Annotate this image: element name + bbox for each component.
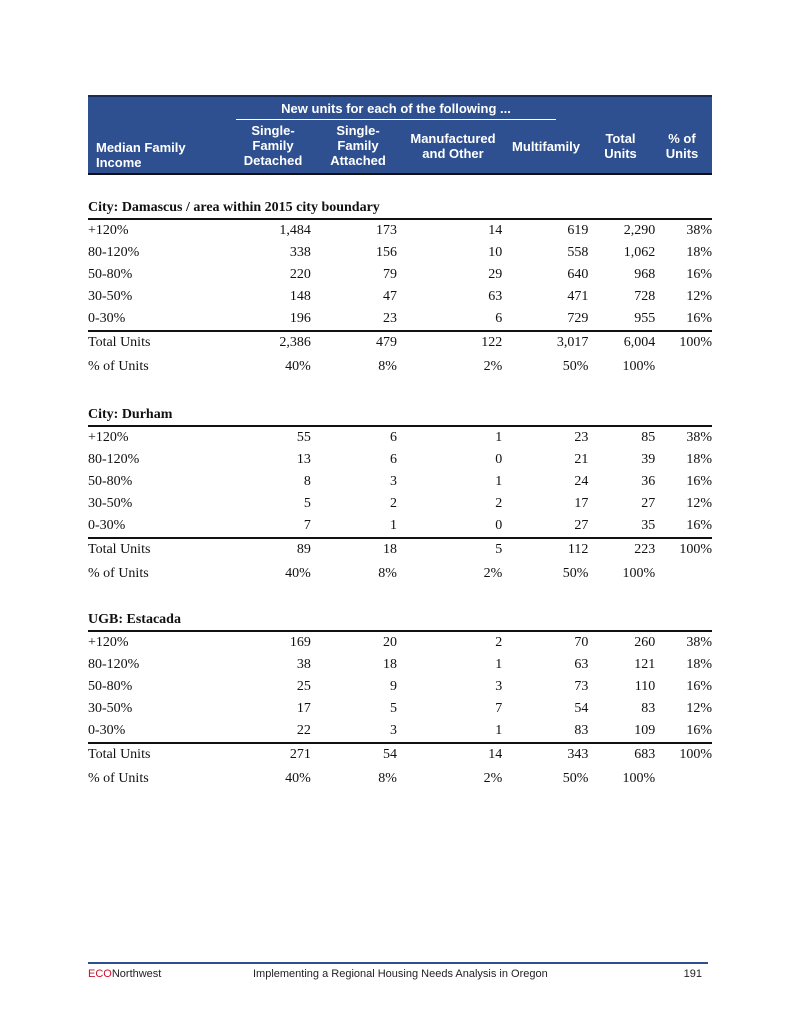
table-cell: 3 — [495, 679, 503, 694]
table-cell: 24 — [574, 474, 589, 489]
table-row — [88, 676, 712, 698]
table-cell: 0 — [495, 518, 503, 533]
table-cell: 23 — [382, 311, 397, 326]
table-cell: 100% — [655, 538, 712, 561]
table-cell: 14 — [397, 743, 502, 766]
table-cell: 6,004 — [588, 331, 655, 354]
table-cell: 2,290 — [623, 223, 656, 238]
table-row — [88, 538, 712, 561]
table-cell: 6 — [495, 311, 503, 326]
table-cell: % of Units — [88, 771, 149, 786]
col-sfd: Single-Family Detached — [243, 123, 303, 168]
table-cell: 223 — [588, 538, 655, 561]
table-row — [88, 561, 712, 587]
table-cell: 13 — [296, 452, 311, 467]
table-cell: 27 — [574, 518, 589, 533]
table-cell: 479 — [311, 331, 397, 354]
table-cell: 12% — [686, 701, 712, 716]
table-row — [88, 493, 712, 515]
table-cell: 2% — [483, 566, 503, 581]
table-cell: Total Units — [88, 331, 210, 354]
table-row — [88, 766, 712, 792]
table-cell: 729 — [567, 311, 589, 326]
table-cell: 2 — [495, 496, 503, 511]
table-cell: 1 — [495, 430, 503, 445]
section — [88, 610, 712, 792]
table-cell: 3 — [389, 474, 397, 489]
table-cell: 63 — [488, 289, 503, 304]
table-cell: 9 — [389, 679, 397, 694]
footer — [88, 962, 708, 980]
col-sfa: Single-Family Attached — [330, 123, 386, 168]
table-cell: 8% — [378, 566, 397, 581]
table-row — [88, 286, 712, 308]
table-cell: 83 — [574, 723, 589, 738]
table-row — [88, 654, 712, 676]
table-cell: 39 — [641, 452, 656, 467]
table-cell: 5 — [397, 538, 502, 561]
table-cell: 955 — [634, 311, 656, 326]
table-cell: 0 — [495, 452, 503, 467]
table-cell: 100% — [655, 331, 712, 354]
table-cell: 7 — [303, 518, 311, 533]
brand-eco: ECO — [88, 968, 112, 980]
table-cell: 148 — [289, 289, 311, 304]
table-cell: 5 — [303, 496, 311, 511]
table-cell: 1 — [495, 657, 503, 672]
table-cell: 38% — [686, 223, 712, 238]
table-cell: 0-30% — [88, 518, 126, 533]
table-cell: 40% — [285, 359, 311, 374]
table-cell: 6 — [389, 452, 397, 467]
table-cell: 22 — [296, 723, 311, 738]
table-cell: 50% — [562, 359, 589, 374]
table-cell: 110 — [634, 679, 656, 694]
table-cell: 83 — [641, 701, 656, 716]
column-group-label: New units for each of the following ... — [236, 101, 556, 120]
table-cell: 109 — [634, 723, 656, 738]
table-cell: 3 — [389, 723, 397, 738]
table-cell: 50-80% — [88, 267, 133, 282]
table-cell — [655, 766, 712, 792]
table-cell: 35 — [641, 518, 656, 533]
table-row — [88, 698, 712, 720]
table-cell: +120% — [88, 223, 129, 238]
col-median-income: Median Family Income — [96, 140, 186, 170]
table-cell: 50-80% — [88, 679, 133, 694]
col-pct: % of Units — [665, 131, 699, 161]
table-cell: 471 — [567, 289, 589, 304]
table-cell: 38% — [686, 635, 712, 650]
table-cell: +120% — [88, 430, 129, 445]
table-cell: +120% — [88, 635, 129, 650]
table-cell: 2% — [483, 771, 503, 786]
page-number: 191 — [683, 968, 702, 980]
table-cell: 100% — [655, 743, 712, 766]
table-cell — [655, 354, 712, 380]
table-row — [88, 427, 712, 449]
table-cell: 343 — [502, 743, 588, 766]
section — [88, 405, 712, 587]
table-cell: 80-120% — [88, 657, 140, 672]
table-cell: 3,017 — [502, 331, 588, 354]
table-cell: % of Units — [88, 359, 149, 374]
table-cell: 18 — [382, 657, 397, 672]
section-title: City: Durham — [88, 405, 712, 427]
table-cell: 0-30% — [88, 311, 126, 326]
table-cell: 40% — [285, 771, 311, 786]
table-cell: 38 — [296, 657, 311, 672]
table-cell: 50-80% — [88, 474, 133, 489]
table-cell: 5 — [389, 701, 397, 716]
table-row — [88, 471, 712, 493]
table-cell: 36 — [641, 474, 656, 489]
table-cell: 1,484 — [279, 223, 311, 238]
table-cell: 18 — [311, 538, 397, 561]
table-cell: 50% — [562, 771, 589, 786]
table-row — [88, 308, 712, 331]
brand-northwest: Northwest — [111, 968, 162, 980]
section — [88, 198, 712, 380]
table-cell: Total Units — [88, 538, 210, 561]
footer-title: Implementing a Regional Housing Needs Analysis in Oregon — [253, 968, 548, 980]
table-cell: 54 — [574, 701, 589, 716]
table-cell: 18% — [686, 657, 712, 672]
table-row — [88, 331, 712, 354]
table-cell: 16% — [686, 474, 712, 489]
table-cell: 10 — [488, 245, 503, 260]
table-cell: 85 — [641, 430, 656, 445]
table-cell: 16% — [686, 679, 712, 694]
table-cell: 2 — [389, 496, 397, 511]
table-cell: 80-120% — [88, 245, 140, 260]
table-cell: 17 — [574, 496, 589, 511]
table-cell: 27 — [641, 496, 656, 511]
table-row — [88, 354, 712, 380]
table-cell: 8 — [303, 474, 311, 489]
table-cell: 38% — [686, 430, 712, 445]
table-cell: 1 — [495, 474, 503, 489]
table-cell: 70 — [574, 635, 589, 650]
table-cell: 55 — [296, 430, 311, 445]
table-cell: 40% — [285, 566, 311, 581]
section-table — [88, 632, 712, 792]
table-cell: 18% — [686, 245, 712, 260]
table-cell: 1 — [495, 723, 503, 738]
table-cell: 23 — [574, 430, 589, 445]
table-cell: 30-50% — [88, 496, 133, 511]
table-cell: 338 — [289, 245, 311, 260]
table-cell: 1,062 — [623, 245, 656, 260]
table-cell: 156 — [375, 245, 397, 260]
table-cell: 20 — [382, 635, 397, 650]
col-manufactured: Manufactured and Other — [410, 131, 496, 161]
table-cell: 169 — [289, 635, 311, 650]
table-cell: 47 — [382, 289, 397, 304]
table-cell: 16% — [686, 311, 712, 326]
table-cell: 173 — [375, 223, 397, 238]
table-cell: 25 — [296, 679, 311, 694]
table-row — [88, 720, 712, 743]
section-table — [88, 427, 712, 587]
table-cell: 6 — [389, 430, 397, 445]
table-cell: 100% — [622, 359, 656, 374]
table-row — [88, 632, 712, 654]
table-cell: 16% — [686, 723, 712, 738]
table-cell: 0-30% — [88, 723, 126, 738]
section-table — [88, 220, 712, 380]
table-cell: 640 — [567, 267, 589, 282]
table-row — [88, 220, 712, 242]
table-cell: 16% — [686, 518, 712, 533]
table-cell: 2 — [495, 635, 503, 650]
section-title: City: Damascus / area within 2015 city boundary — [88, 198, 712, 220]
table-row — [88, 515, 712, 538]
table-cell: 122 — [397, 331, 502, 354]
table-cell: 18% — [686, 452, 712, 467]
table-cell: 14 — [488, 223, 503, 238]
table-cell: Total Units — [88, 743, 210, 766]
table-header — [88, 95, 712, 175]
table-cell: 80-120% — [88, 452, 140, 467]
table-row — [88, 242, 712, 264]
col-total: Total Units — [604, 131, 637, 161]
table-cell: 12% — [686, 496, 712, 511]
table-cell: 7 — [495, 701, 503, 716]
table-row — [88, 264, 712, 286]
table-cell: 12% — [686, 289, 712, 304]
table-cell: 17 — [296, 701, 311, 716]
table-cell: 30-50% — [88, 701, 133, 716]
table-cell: 79 — [382, 267, 397, 282]
brand-logo — [88, 968, 161, 980]
table-cell: 2% — [483, 359, 503, 374]
table-cell: 50% — [562, 566, 589, 581]
table-cell: 968 — [634, 267, 656, 282]
table-cell: 121 — [634, 657, 656, 672]
table-cell — [655, 561, 712, 587]
table-cell: 1 — [389, 518, 397, 533]
table-cell: 112 — [502, 538, 588, 561]
table-cell: 100% — [622, 771, 656, 786]
table-cell: 558 — [567, 245, 589, 260]
table-cell: 8% — [378, 359, 397, 374]
table-cell: 196 — [289, 311, 311, 326]
table-cell: 619 — [567, 223, 589, 238]
table-row — [88, 743, 712, 766]
table-cell: 271 — [210, 743, 311, 766]
table-cell: 2,386 — [210, 331, 311, 354]
table-cell: 728 — [634, 289, 656, 304]
table-cell: % of Units — [88, 566, 149, 581]
table-cell: 220 — [289, 267, 311, 282]
table-cell: 21 — [574, 452, 589, 467]
table-cell: 89 — [210, 538, 311, 561]
table-cell: 63 — [574, 657, 589, 672]
table-cell: 100% — [622, 566, 656, 581]
table-cell: 29 — [488, 267, 503, 282]
table-cell: 54 — [311, 743, 397, 766]
table-cell: 73 — [574, 679, 589, 694]
section-title: UGB: Estacada — [88, 610, 712, 632]
table-cell: 260 — [634, 635, 656, 650]
table-cell: 16% — [686, 267, 712, 282]
col-multifamily: Multifamily — [512, 139, 580, 154]
table-cell: 8% — [378, 771, 397, 786]
table-cell: 30-50% — [88, 289, 133, 304]
table-cell: 683 — [588, 743, 655, 766]
table-row — [88, 449, 712, 471]
